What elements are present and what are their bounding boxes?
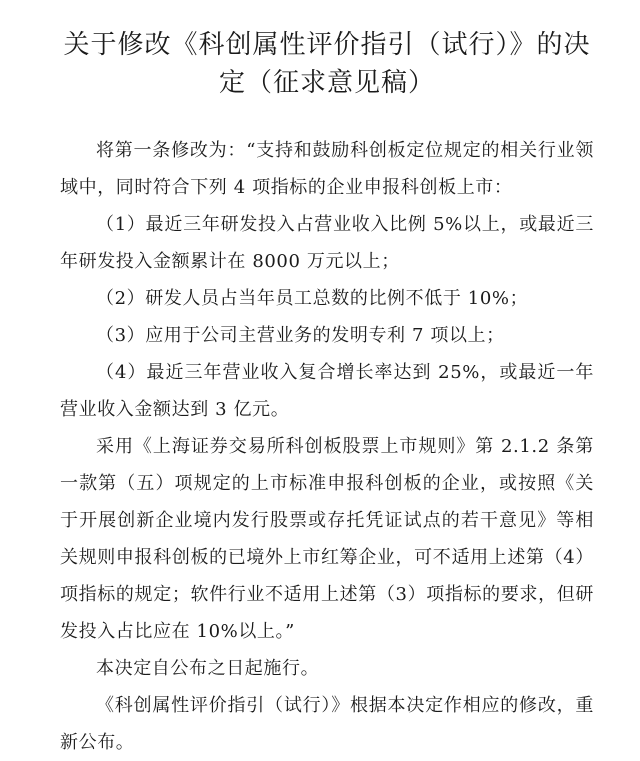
- document-body: [60, 132, 594, 761]
- paragraph-item-4: （4）最近三年营业收入复合增长率达到 25%，或最近一年营业收入金额达到 3 亿元。: [60, 362, 594, 420]
- document-title: [60, 14, 594, 102]
- paragraph-item-1: （1）最近三年研发投入占营业收入比例 5%以上，或最近三年研发投入金额累计在 8000 万元以上；: [60, 214, 594, 272]
- paragraph-item-3: （3）应用于公司主营业务的发明专利 7 项以上；: [96, 325, 505, 346]
- title-line-1: 关于修改《科创属性评价指引（试行）》的决: [63, 30, 591, 60]
- paragraph-item-2: （2）研发人员占当年员工总数的比例不低于 10%；: [96, 288, 529, 309]
- title-line-2: 定（征求意见稿）: [218, 68, 435, 98]
- paragraph-intro: 将第一条修改为：“支持和鼓励科创板定位规定的相关行业领域中，同时符合下列 4 项指标的企业申报科创板上市：: [60, 140, 594, 198]
- paragraph-effective: 本决定自公布之日起施行。: [96, 658, 320, 679]
- paragraph-exception: 采用《上海证券交易所科创板股票上市规则》第 2.1.2 条第一款第（五）项规定的上市标准申报科创板的企业，或按照《关于开展创新企业境内发行股票或存托凭证试点的若干意见》等相关规则申报科创板的已境外上市红筹企业，可不适用上述第（4）项指标的规定；软件行业不适用上述第（3）项指标的要求，但研发投入占比应在 10%以上。”: [60, 436, 594, 642]
- paragraph-republish: 《科创属性评价指引（试行）》根据本决定作相应的修改，重新公布。: [60, 695, 594, 753]
